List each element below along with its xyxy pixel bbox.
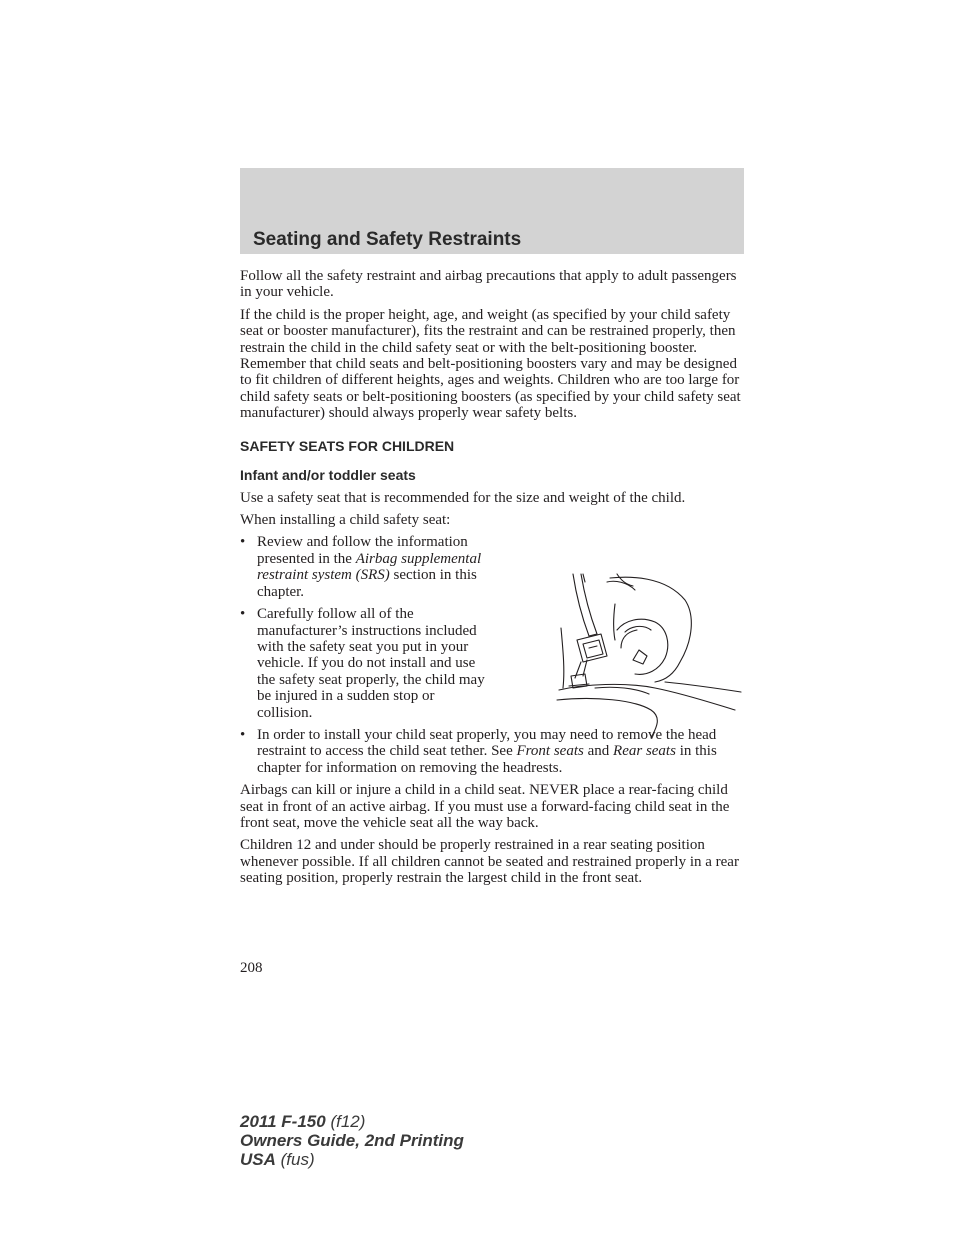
document-footer bbox=[240, 1112, 464, 1169]
bullet-text: and bbox=[583, 743, 614, 760]
bullet-item-review bbox=[240, 534, 493, 600]
bullet-icon: • bbox=[240, 726, 246, 743]
bullet-text: Review and follow the information presented in the bbox=[257, 534, 468, 567]
intro-paragraph-2: If the child is the proper height, age, and weight (as specified by your child safety seat or booster manufacturer), fits the restraint and can be restrained properly, then restrain the child in the child safety seat or with the belt-positioning booster. Remember that child seats and belt-positioning boosters vary and may be designed to fit children of different heights, ages and weights. Children who are too large for child safety seats or belt-positioning boosters (as specified by your child safety seat manufacturer) should always properly wear safety belts. bbox=[240, 306, 741, 422]
section-title: Seating and Safety Restraints bbox=[253, 229, 522, 250]
footer-line-region bbox=[240, 1150, 464, 1169]
bullet-reference-rear-seats: Rear seats bbox=[613, 743, 676, 760]
bullet-text: in this chapter for information on removing the headrests. bbox=[257, 743, 717, 776]
paragraph-when-installing: When installing a child safety seat: bbox=[240, 512, 451, 529]
paragraph-children-12: Children 12 and under should be properly restrained in a rear seating position whenever possible. If all children cannot be seated and restrained properly in a rear seating position, properly restrain the largest child in the front seat. bbox=[240, 837, 739, 887]
footer-region: USA bbox=[240, 1150, 276, 1169]
bullet-item-follow-instructions bbox=[240, 606, 493, 721]
intro-paragraph-1: Follow all the safety restraint and airbag precautions that apply to adult passengers in your vehicle. bbox=[240, 268, 737, 301]
seat-belt-buckle-illustration bbox=[555, 570, 745, 740]
bullet-reference-front-seats: Front seats bbox=[516, 743, 584, 760]
page-number: 208 bbox=[240, 960, 263, 976]
paragraph-airbag-warning: Airbags can kill or injure a child in a child seat. NEVER place a rear-facing child seat in front of an active airbag. If you must use a forward-facing child seat in the front seat, move the vehicle seat all the way back. bbox=[240, 782, 730, 831]
bullet-icon: • bbox=[240, 606, 246, 623]
footer-model-code: (f12) bbox=[330, 1112, 366, 1131]
footer-model: 2011 F-150 bbox=[240, 1112, 326, 1131]
paragraph-recommended-seat: Use a safety seat that is recommended for the size and weight of the child. bbox=[240, 489, 686, 506]
footer-line-model bbox=[240, 1112, 464, 1131]
bullet-text: Carefully follow all of the manufacturer’s instructions included with the safety seat you put in your vehicle. If you do not install and use the safety seat properly, the child may be injured in a sudden stop or collision. bbox=[257, 606, 485, 721]
subheading-infant-toddler: Infant and/or toddler seats bbox=[240, 466, 416, 483]
bullet-icon: • bbox=[240, 534, 246, 551]
bullet-text: In order to install your child seat properly, you may need to remove the head restraint to access the child seat tether. See bbox=[257, 726, 717, 760]
footer-guide: Owners Guide, 2nd Printing bbox=[240, 1131, 464, 1150]
bullet-text: section in this chapter. bbox=[257, 567, 477, 600]
heading-safety-seats: SAFETY SEATS FOR CHILDREN bbox=[240, 437, 455, 454]
footer-line-guide bbox=[240, 1131, 464, 1150]
footer-region-code: (fus) bbox=[280, 1150, 315, 1169]
bullet-reference-srs: Airbag supplemental restraint system (SRS) bbox=[257, 550, 482, 584]
